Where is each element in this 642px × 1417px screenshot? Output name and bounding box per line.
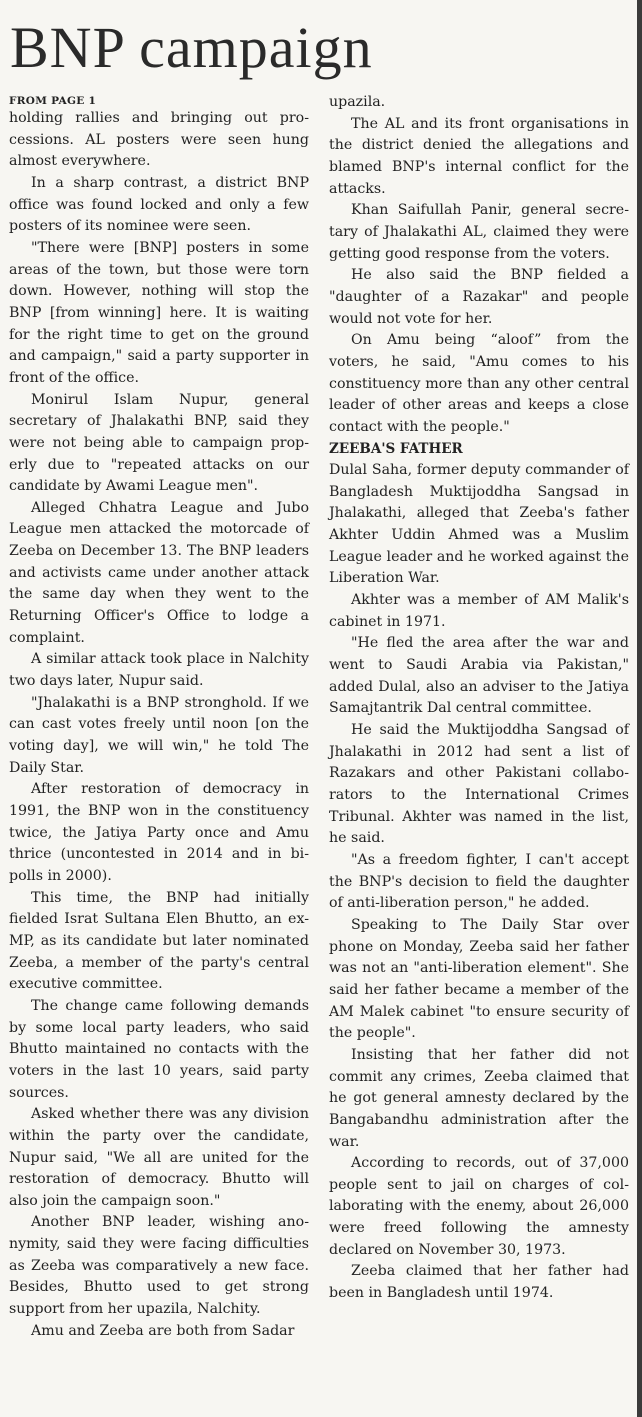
page-edge-rule xyxy=(637,0,642,1417)
paragraph: He also said the BNP fielded a "daughter of a Razakar" and people would not vote for her. xyxy=(329,267,629,327)
paragraph: Amu and Zeeba are both from Sadar xyxy=(31,1322,295,1339)
paragraph: He said the Muktijoddha Sangsad of Jhalakathi in 2012 had sent a list of Razakars and other Pakistani collaborators to the International Crimes Tribunal. Akhter was named in the list, he said. xyxy=(329,722,629,847)
paragraph: Dulal Saha, former deputy commander of Bangladesh Muktijoddha Sangsad in Jhalakathi, alleged that Zeeba's father Akhter Uddin Ahmed was a Muslim League leader and he worked against the Liberation War. xyxy=(329,462,629,587)
paragraph: Akhter was a member of AM Malik's cabinet in 1971. xyxy=(329,592,629,630)
paragraph: In a sharp contrast, a district BNP office was found locked and only a few posters of its nominee were seen. xyxy=(9,174,309,235)
paragraph: "There were [BNP] posters in some areas of the town, but those were torn down. However, nothing will stop the BNP [from winning] here. It is waiting for the right time to get on the ground and campaign," said a party supporter in front of the office. xyxy=(9,239,309,386)
paragraph: "Jhalakathi is a BNP stronghold. If we can cast votes freely until noon [on the voting day], we will win," he told The Daily Star. xyxy=(9,694,309,776)
paragraph: upazila. xyxy=(329,94,386,110)
paragraph: holding rallies and bringing out processions. AL posters were seen hung almost everywhere. xyxy=(9,110,309,170)
paragraph: Speaking to The Daily Star over phone on Monday, Zeeba said her father was not an "anti-liberation element". She said her father became a member of the AM Malek cabinet "to ensure security of the people". xyxy=(329,916,629,1042)
paragraph: Zeeba claimed that her father had been in Bangladesh until 1974. xyxy=(329,1263,629,1302)
paragraph: The change came following demands by some local party leaders, who said Bhutto maintained no contacts with the voters in the last 10 years, said party sources. xyxy=(9,997,309,1101)
article-column-left xyxy=(9,92,309,1342)
paragraph: After restoration of democracy in 1991, the BNP won in the constituency twice, the Jatiya Party once and Amu thrice (uncontested in 2014 and in bipolls in 2000). xyxy=(9,781,309,884)
headline: BNP campaign xyxy=(10,15,373,80)
section-subhead: ZEEBA'S FATHER xyxy=(329,440,463,457)
paragraph: Another BNP leader, wishing anonymity, said they were facing difficulties as Zeeba was comparatively a new face. Besides, Bhutto used to get strong support from her upazila, Nalchity. xyxy=(9,1214,309,1318)
continued-from-label: FROM PAGE 1 xyxy=(9,95,97,107)
paragraph: "As a freedom fighter, I can't accept the BNP's decision to field the daughter of anti-liberation person," he added. xyxy=(329,851,629,912)
paragraph: Insisting that her father did not commit any crimes, Zeeba claimed that he got general amnesty declared by the Bangabandhu administration after the war. xyxy=(329,1046,629,1150)
paragraph: A similar attack took place in Nalchity two days later, Nupur said. xyxy=(9,651,309,690)
paragraph: According to records, out of 37,000 people sent to jail on charges of collaborating with the enemy, about 26,000 were freed following the amnesty declared on November 30, 1973. xyxy=(329,1155,629,1258)
paragraph: Khan Saifullah Panir, general secretary of Jhalakathi AL, claimed they were getting good response from the voters. xyxy=(329,202,629,262)
paragraph: Monirul Islam Nupur, general secretary of Jhalakathi BNP, said they were not being able to campaign properly due to "repeated attacks on our candidate by Awami League men". xyxy=(9,391,309,495)
paragraph: On Amu being “aloof” from the voters, he said, "Amu comes to his constituency more than any other central leader of other areas and keeps a close contact with the people." xyxy=(329,332,629,435)
article-column-right xyxy=(329,92,629,1305)
paragraph: "He fled the area after the war and went to Saudi Arabia via Pakistan," added Dulal, also an adviser to the Jatiya Samajtantrik Dal central committee. xyxy=(329,635,629,717)
paragraph: Alleged Chhatra League and Jubo League men attacked the motorcade of Zeeba on December 13. The BNP leaders and activists came under another attack the same day when they went to the Returning Officer's Office to lodge a complaint. xyxy=(9,499,309,646)
paragraph: This time, the BNP had initially fielded Israt Sultana Elen Bhutto, an ex-MP, as its candidate but later nominated Zeeba, a member of the party's central executive committee. xyxy=(9,889,309,993)
paragraph: The AL and its front organisations in the district denied the allegations and blamed BNP's internal conflict for the attacks. xyxy=(329,115,629,197)
paragraph: Asked whether there was any division within the party over the candidate, Nupur said, "We all are united for the restoration of democracy. Bhutto will also join the campaign soon." xyxy=(9,1106,309,1209)
